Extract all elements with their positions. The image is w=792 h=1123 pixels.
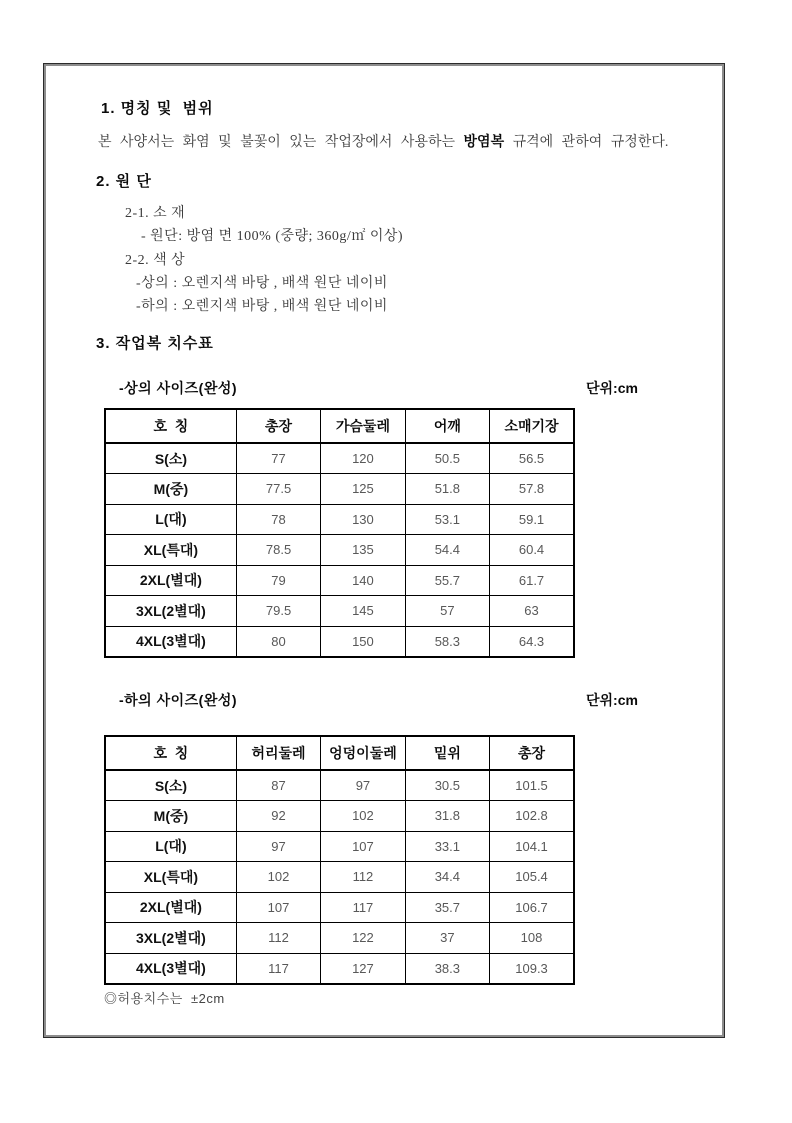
page-border-frame bbox=[43, 63, 725, 1038]
size-value-cell: 125 bbox=[321, 474, 405, 505]
size-value-cell: 140 bbox=[321, 565, 405, 596]
column-header: 허리둘레 bbox=[236, 736, 320, 770]
size-value-cell: 51.8 bbox=[405, 474, 489, 505]
size-value-cell: 58.3 bbox=[405, 626, 489, 657]
bottom-size-table bbox=[104, 735, 575, 985]
size-value-cell: 120 bbox=[321, 443, 405, 474]
size-value-cell: 61.7 bbox=[490, 565, 574, 596]
size-value-cell: 78.5 bbox=[236, 535, 320, 566]
size-label-cell: 4XL(3별대) bbox=[105, 953, 236, 984]
size-value-cell: 97 bbox=[236, 831, 320, 862]
column-header: 어깨 bbox=[405, 409, 489, 443]
size-value-cell: 135 bbox=[321, 535, 405, 566]
size-value-cell: 127 bbox=[321, 953, 405, 984]
size-value-cell: 107 bbox=[236, 892, 320, 923]
size-value-cell: 63 bbox=[490, 596, 574, 627]
size-value-cell: 145 bbox=[321, 596, 405, 627]
size-label-cell: XL(특대) bbox=[105, 535, 236, 566]
size-value-cell: 109.3 bbox=[490, 953, 574, 984]
section2-color-subheading: 2-2. 색 상 bbox=[125, 253, 186, 268]
bottom-size-table-unit: 단위:cm bbox=[586, 692, 638, 708]
size-value-cell: 102 bbox=[236, 862, 320, 893]
size-value-cell: 78 bbox=[236, 504, 320, 535]
table-row bbox=[105, 535, 574, 566]
size-label-cell: M(중) bbox=[105, 801, 236, 832]
size-value-cell: 112 bbox=[321, 862, 405, 893]
size-value-cell: 87 bbox=[236, 770, 320, 801]
size-label-cell: 4XL(3별대) bbox=[105, 626, 236, 657]
section1-body bbox=[98, 131, 668, 151]
section1-body-bold-term: 방염복 bbox=[463, 133, 505, 149]
size-value-cell: 64.3 bbox=[490, 626, 574, 657]
column-header: 총장 bbox=[490, 736, 574, 770]
size-value-cell: 57.8 bbox=[490, 474, 574, 505]
size-value-cell: 130 bbox=[321, 504, 405, 535]
tolerance-note: ◎허용치수는 ±2cm bbox=[104, 991, 225, 1006]
size-label-cell: 3XL(2별대) bbox=[105, 923, 236, 954]
section2-top-color-line: -상의 : 오렌지색 바탕 , 배색 원단 네이비 bbox=[136, 276, 388, 291]
section2-heading: 2. 원 단 bbox=[96, 173, 152, 190]
bottom-size-table-header-row bbox=[105, 736, 574, 770]
size-value-cell: 50.5 bbox=[405, 443, 489, 474]
table-row bbox=[105, 923, 574, 954]
size-value-cell: 60.4 bbox=[490, 535, 574, 566]
size-value-cell: 101.5 bbox=[490, 770, 574, 801]
size-value-cell: 104.1 bbox=[490, 831, 574, 862]
size-value-cell: 102.8 bbox=[490, 801, 574, 832]
table-row bbox=[105, 443, 574, 474]
size-label-cell: M(중) bbox=[105, 474, 236, 505]
size-value-cell: 79.5 bbox=[236, 596, 320, 627]
size-value-cell: 122 bbox=[321, 923, 405, 954]
column-header: 호 칭 bbox=[105, 736, 236, 770]
top-size-table-title: -상의 사이즈(완성) bbox=[119, 380, 238, 396]
section1-heading: 1. 명칭 및 범위 bbox=[101, 100, 214, 117]
size-value-cell: 54.4 bbox=[405, 535, 489, 566]
table-row bbox=[105, 504, 574, 535]
size-value-cell: 56.5 bbox=[490, 443, 574, 474]
table-row bbox=[105, 474, 574, 505]
table-row bbox=[105, 565, 574, 596]
column-header: 엉덩이둘레 bbox=[321, 736, 405, 770]
column-header: 밑위 bbox=[405, 736, 489, 770]
size-value-cell: 97 bbox=[321, 770, 405, 801]
table-row bbox=[105, 953, 574, 984]
size-label-cell: L(대) bbox=[105, 504, 236, 535]
size-value-cell: 117 bbox=[321, 892, 405, 923]
size-value-cell: 59.1 bbox=[490, 504, 574, 535]
size-value-cell: 105.4 bbox=[490, 862, 574, 893]
size-value-cell: 33.1 bbox=[405, 831, 489, 862]
table-row bbox=[105, 892, 574, 923]
table-row bbox=[105, 831, 574, 862]
size-value-cell: 77.5 bbox=[236, 474, 320, 505]
size-value-cell: 77 bbox=[236, 443, 320, 474]
section2-material-subheading: 2-1. 소 재 bbox=[125, 206, 186, 221]
size-label-cell: 3XL(2별대) bbox=[105, 596, 236, 627]
size-value-cell: 57 bbox=[405, 596, 489, 627]
top-size-table bbox=[104, 408, 575, 658]
table-row bbox=[105, 626, 574, 657]
table-row bbox=[105, 862, 574, 893]
section2-fabric-line: - 원단: 방염 면 100% (중량; 360g/㎡ 이상) bbox=[141, 229, 404, 244]
section1-body-prefix: 본 사양서는 화염 및 불꽃이 있는 작업장에서 사용하는 bbox=[98, 135, 464, 150]
size-value-cell: 102 bbox=[321, 801, 405, 832]
size-value-cell: 34.4 bbox=[405, 862, 489, 893]
column-header: 총장 bbox=[236, 409, 320, 443]
size-value-cell: 108 bbox=[490, 923, 574, 954]
size-value-cell: 80 bbox=[236, 626, 320, 657]
size-label-cell: 2XL(별대) bbox=[105, 565, 236, 596]
size-value-cell: 150 bbox=[321, 626, 405, 657]
section2-bottom-color-line: -하의 : 오렌지색 바탕 , 배색 원단 네이비 bbox=[136, 299, 388, 314]
size-label-cell: L(대) bbox=[105, 831, 236, 862]
column-header: 소매기장 bbox=[490, 409, 574, 443]
size-value-cell: 112 bbox=[236, 923, 320, 954]
size-value-cell: 53.1 bbox=[405, 504, 489, 535]
size-value-cell: 35.7 bbox=[405, 892, 489, 923]
column-header: 호 칭 bbox=[105, 409, 236, 443]
size-value-cell: 107 bbox=[321, 831, 405, 862]
size-value-cell: 117 bbox=[236, 953, 320, 984]
table-row bbox=[105, 770, 574, 801]
size-label-cell: 2XL(별대) bbox=[105, 892, 236, 923]
size-value-cell: 31.8 bbox=[405, 801, 489, 832]
size-value-cell: 30.5 bbox=[405, 770, 489, 801]
bottom-size-table-title: -하의 사이즈(완성) bbox=[119, 692, 238, 708]
column-header: 가슴둘레 bbox=[321, 409, 405, 443]
section3-heading: 3. 작업복 치수표 bbox=[96, 335, 214, 352]
table-row bbox=[105, 596, 574, 627]
top-size-table-unit: 단위:cm bbox=[586, 380, 638, 396]
size-value-cell: 55.7 bbox=[405, 565, 489, 596]
size-value-cell: 38.3 bbox=[405, 953, 489, 984]
size-label-cell: S(소) bbox=[105, 443, 236, 474]
size-value-cell: 37 bbox=[405, 923, 489, 954]
size-value-cell: 92 bbox=[236, 801, 320, 832]
size-value-cell: 106.7 bbox=[490, 892, 574, 923]
table-row bbox=[105, 801, 574, 832]
size-value-cell: 79 bbox=[236, 565, 320, 596]
size-label-cell: XL(특대) bbox=[105, 862, 236, 893]
top-size-table-header-row bbox=[105, 409, 574, 443]
size-label-cell: S(소) bbox=[105, 770, 236, 801]
section1-body-suffix: 규격에 관하여 규정한다. bbox=[504, 135, 669, 150]
